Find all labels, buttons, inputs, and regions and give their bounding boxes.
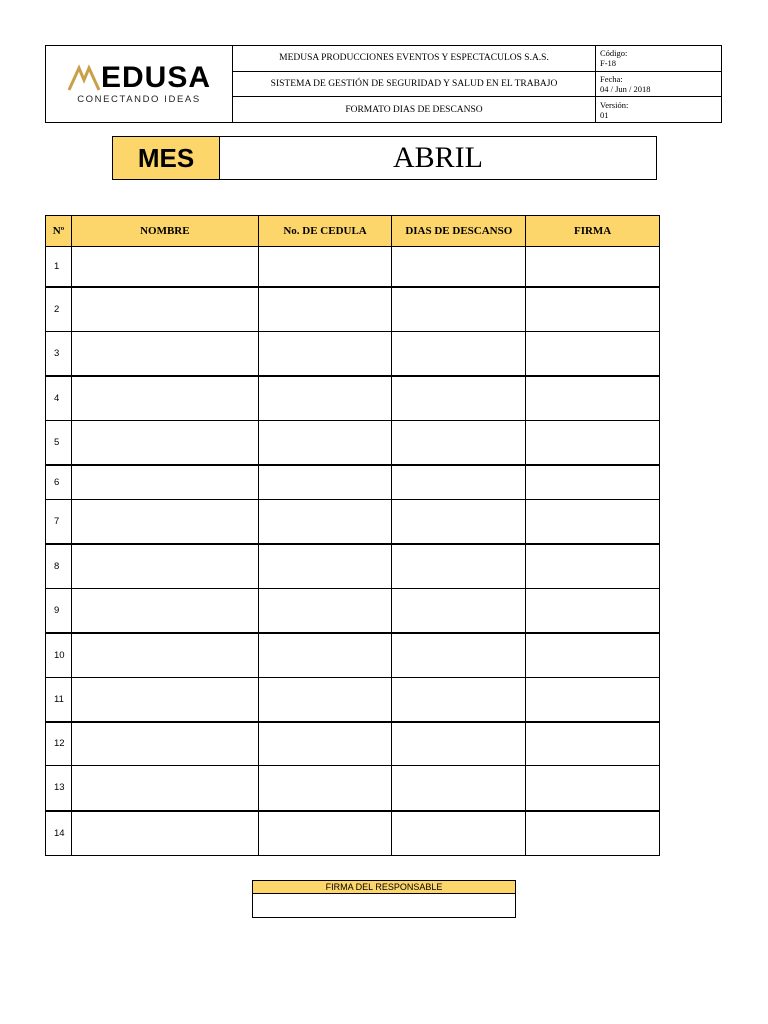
table-row: [46, 247, 660, 287]
company-name: MEDUSA PRODUCCIONES EVENTOS Y ESPECTACULOS S.A.S.: [233, 46, 595, 72]
nombre-cell[interactable]: [71, 421, 258, 465]
nombre-cell[interactable]: [71, 332, 258, 376]
dias-cell[interactable]: [392, 589, 526, 633]
nombre-cell[interactable]: [71, 589, 258, 633]
dias-cell[interactable]: [392, 332, 526, 376]
dias-cell[interactable]: [392, 287, 526, 332]
row-number: 8: [46, 544, 72, 589]
document-header: [45, 45, 722, 123]
nombre-cell[interactable]: [71, 766, 258, 811]
nombre-cell[interactable]: [71, 376, 258, 421]
cedula-cell[interactable]: [258, 589, 392, 633]
header-nombre: NOMBRE: [71, 216, 258, 247]
table-row: [46, 633, 660, 678]
firma-cell[interactable]: [526, 247, 660, 287]
codigo-field: Código: F-18: [596, 46, 721, 72]
cedula-cell[interactable]: [258, 332, 392, 376]
rest-days-table: [45, 215, 660, 856]
nombre-cell[interactable]: [71, 465, 258, 500]
row-number: 10: [46, 633, 72, 678]
cedula-cell[interactable]: [258, 465, 392, 500]
firma-cell[interactable]: [526, 633, 660, 678]
signature-field[interactable]: [253, 894, 515, 918]
firma-cell[interactable]: [526, 376, 660, 421]
logo-word: EDUSA: [100, 60, 211, 94]
row-number: 9: [46, 589, 72, 633]
cedula-cell[interactable]: [258, 500, 392, 544]
row-number: 5: [46, 421, 72, 465]
version-field: Versión: 01: [600, 99, 629, 120]
row-number: 2: [46, 287, 72, 332]
header-cedula: No. DE CEDULA: [258, 216, 392, 247]
system-name: SISTEMA DE GESTIÓN DE SEGURIDAD Y SALUD EN EL TRABAJO: [233, 72, 595, 98]
firma-cell[interactable]: [526, 500, 660, 544]
dias-cell[interactable]: [392, 421, 526, 465]
row-number: 4: [46, 376, 72, 421]
firma-cell[interactable]: [526, 544, 660, 589]
medusa-m-icon: [67, 64, 101, 92]
firma-cell[interactable]: [526, 287, 660, 332]
dias-cell[interactable]: [392, 811, 526, 856]
nombre-cell[interactable]: [71, 811, 258, 856]
table-row: [46, 500, 660, 544]
row-number: 6: [46, 465, 72, 500]
table-row: [46, 766, 660, 811]
dias-cell[interactable]: [392, 500, 526, 544]
row-number: 3: [46, 332, 72, 376]
firma-cell[interactable]: [526, 589, 660, 633]
signature-label: FIRMA DEL RESPONSABLE: [253, 881, 515, 894]
table-row: [46, 465, 660, 500]
table-row: [46, 376, 660, 421]
cedula-cell[interactable]: [258, 247, 392, 287]
month-box: [112, 136, 657, 180]
nombre-cell[interactable]: [71, 633, 258, 678]
dias-cell[interactable]: [392, 633, 526, 678]
table-row: [46, 722, 660, 766]
signature-box: [252, 880, 516, 918]
cedula-cell[interactable]: [258, 678, 392, 722]
company-logo: [46, 46, 233, 122]
nombre-cell[interactable]: [71, 500, 258, 544]
cedula-cell[interactable]: [258, 722, 392, 766]
row-number: 14: [46, 811, 72, 856]
cedula-cell[interactable]: [258, 376, 392, 421]
month-value[interactable]: ABRIL: [393, 141, 483, 174]
cedula-cell[interactable]: [258, 633, 392, 678]
dias-cell[interactable]: [392, 766, 526, 811]
table-row: [46, 332, 660, 376]
table-row: [46, 421, 660, 465]
firma-cell[interactable]: [526, 465, 660, 500]
nombre-cell[interactable]: [71, 678, 258, 722]
firma-cell[interactable]: [526, 421, 660, 465]
firma-cell[interactable]: [526, 811, 660, 856]
cedula-cell[interactable]: [258, 811, 392, 856]
table-row: [46, 811, 660, 856]
dias-cell[interactable]: [392, 247, 526, 287]
firma-cell[interactable]: [526, 678, 660, 722]
dias-cell[interactable]: [392, 678, 526, 722]
table-row: [46, 287, 660, 332]
fecha-field: Fecha: 04 / Jun / 2018: [596, 72, 721, 98]
header-num: Nº: [46, 216, 72, 247]
table-row: [46, 589, 660, 633]
firma-cell[interactable]: [526, 722, 660, 766]
cedula-cell[interactable]: [258, 421, 392, 465]
nombre-cell[interactable]: [71, 544, 258, 589]
row-number: 12: [46, 722, 72, 766]
nombre-cell[interactable]: [71, 247, 258, 287]
table-row: [46, 678, 660, 722]
cedula-cell[interactable]: [258, 766, 392, 811]
table-header-row: [46, 216, 660, 247]
dias-cell[interactable]: [392, 376, 526, 421]
month-label: MES: [113, 137, 220, 179]
cedula-cell[interactable]: [258, 287, 392, 332]
row-number: 1: [46, 247, 72, 287]
header-dias: DIAS DE DESCANSO: [392, 216, 526, 247]
firma-cell[interactable]: [526, 766, 660, 811]
cedula-cell[interactable]: [258, 544, 392, 589]
header-firma: FIRMA: [526, 216, 660, 247]
nombre-cell[interactable]: [71, 287, 258, 332]
logo-tagline: CONECTANDO IDEAS: [77, 93, 201, 105]
format-name: FORMATO DIAS DE DESCANSO: [345, 104, 483, 115]
dias-cell[interactable]: [392, 465, 526, 500]
row-number: 13: [46, 766, 72, 811]
row-number: 7: [46, 500, 72, 544]
table-row: [46, 544, 660, 589]
dias-cell[interactable]: [392, 544, 526, 589]
row-number: 11: [46, 678, 72, 722]
firma-cell[interactable]: [526, 332, 660, 376]
nombre-cell[interactable]: [71, 722, 258, 766]
dias-cell[interactable]: [392, 722, 526, 766]
